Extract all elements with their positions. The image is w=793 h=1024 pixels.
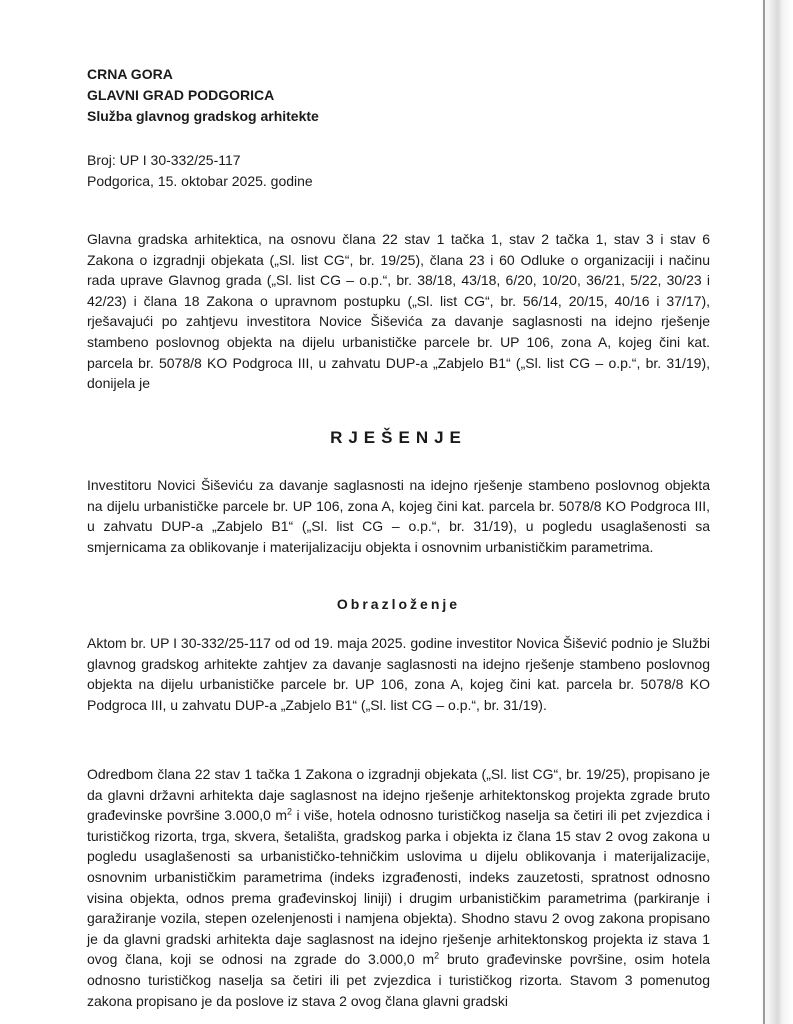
reasoning-text-part-2: i više, hotela odnosno turističkog naselja sa četiri ili pet zvjezdica i turističkog rizorta, trga, skvera, šetališta, gradskog parka i objekta iz člana 15 stav 2 ovog zakona u pogledu usaglašenosti sa urbanističko-tehničkim uslovima u dijelu oblikovanja i materijalizacije, osnovnim urbanističkim parametrima (indeks izgrađenosti, indeks zauzetosti, spratnost odnosno visina objekta, odnos prema građevinskoj liniji) i drugim urbanističkim parametrima (parkiranje i garažiranje vozila, stepen ozelenjenosti i namjena objekta). Shodno stavu 2 ovog zakona propisano je da glavni gradski arhitekta daje saglasnost na idejno rješenje arhitektonskog projekta iz stava 1 ovog člana, koji se odnosi na zgrade do 3.000,0 m: [87, 807, 710, 968]
reference-number: Broj: UP I 30-332/25-117: [87, 152, 241, 168]
decision-paragraph: Investitoru Novici Šiševiću za davanje saglasnosti na idejno rješenje stambeno poslovnog objekta na dijelu urbanističke parcele br. UP 106, zona A, kojeg čini kat. parcela br. 5078/8 KO Podgroca III, u zahvatu DUP-a „Zabjelo B1“ („Sl. list CG – o.p.“, br. 31/19), u pogledu usaglašenosti sa smjernicama za oblikovanje i materijalizaciju objekta i osnovnim urbanističkim parametrima.: [87, 477, 710, 555]
document-meta: [87, 150, 313, 192]
header-city: GLAVNI GRAD PODGORICA: [87, 87, 275, 103]
header-country: CRNA GORA: [87, 66, 173, 82]
intro-paragraph: Glavna gradska arhitektica, na osnovu člana 22 stav 1 tačka 1, stav 2 tačka 1, stav 3 i stav 6 Zakona o izgradnji objekata („Sl. list CG“, br. 19/25), člana 23 i 60 Odluke o organizaciji i načinu rada uprave Glavnog grada („Sl. list CG – o.p.“, br. 38/18, 43/18, 6/20, 10/20, 36/21, 5/22, 30/23 i 42/23) i člana 18 Zakona o upravnom postupku („Sl. list CG“, br. 56/14, 20/15, 40/16 i 37/17), rješavajući po zahtjevu investitora Novice Šiševića za davanje saglasnosti na idejno rješenje stambeno poslovnog objekta na dijelu urbanističke parcele br. UP 106, zona A, kojeg čini kat. parcela br. 5078/8 KO Podgroca III, u zahvatu DUP-a „Zabjelo B1“ („Sl. list CG – o.p.“, br. 31/19), donijela je: [87, 231, 710, 392]
superscript-2: 2: [287, 806, 293, 817]
header-office: Služba glavnog gradskog arhitekte: [87, 108, 319, 124]
document-header: [87, 64, 319, 127]
document-date: Podgorica, 15. oktobar 2025. godine: [87, 173, 313, 189]
decision-title: RJEŠENJE: [330, 428, 467, 447]
reasoning-text-part-3: bruto građevinske površine, osim hotela odnosno turističkog naselja sa četiri ili pet zvjezdica i turističkog rizorta. Stavom 3 pomenutog zakona propisano je da poslove iz stava 2 ovog člana glavni gradski: [87, 951, 710, 1009]
page-edge-line: [763, 0, 765, 1024]
reasoning-paragraph-1: Aktom br. UP I 30-332/25-117 od od 19. maja 2025. godine investitor Novica Šišević podnio je Službi glavnog gradskog arhitekte zahtjev za davanje saglasnosti na idejno rješenje stambeno poslovnog objekta na dijelu urbanističke parcele br. UP 106, zona A, kojeg čini kat. parcela br. 5078/8 KO Podgroca III, u zahvatu DUP-a „Zabjelo B1“ („Sl. list CG – o.p.“, br. 31/19).: [87, 635, 710, 713]
reasoning-text-part-1: Odredbom člana 22 stav 1 tačka 1 Zakona o izgradnji objekata („Sl. list CG“, br. 19/25), propisano je da glavni državni arhitekta daje saglasnost na idejno rješenje arhitektonskog projekta zgrade bruto građevinske površine 3.000,0 m: [87, 766, 710, 824]
reasoning-paragraph-2: [87, 764, 710, 1011]
reasoning-title: Obrazloženje: [336, 596, 461, 612]
superscript-2b: 2: [434, 950, 440, 961]
